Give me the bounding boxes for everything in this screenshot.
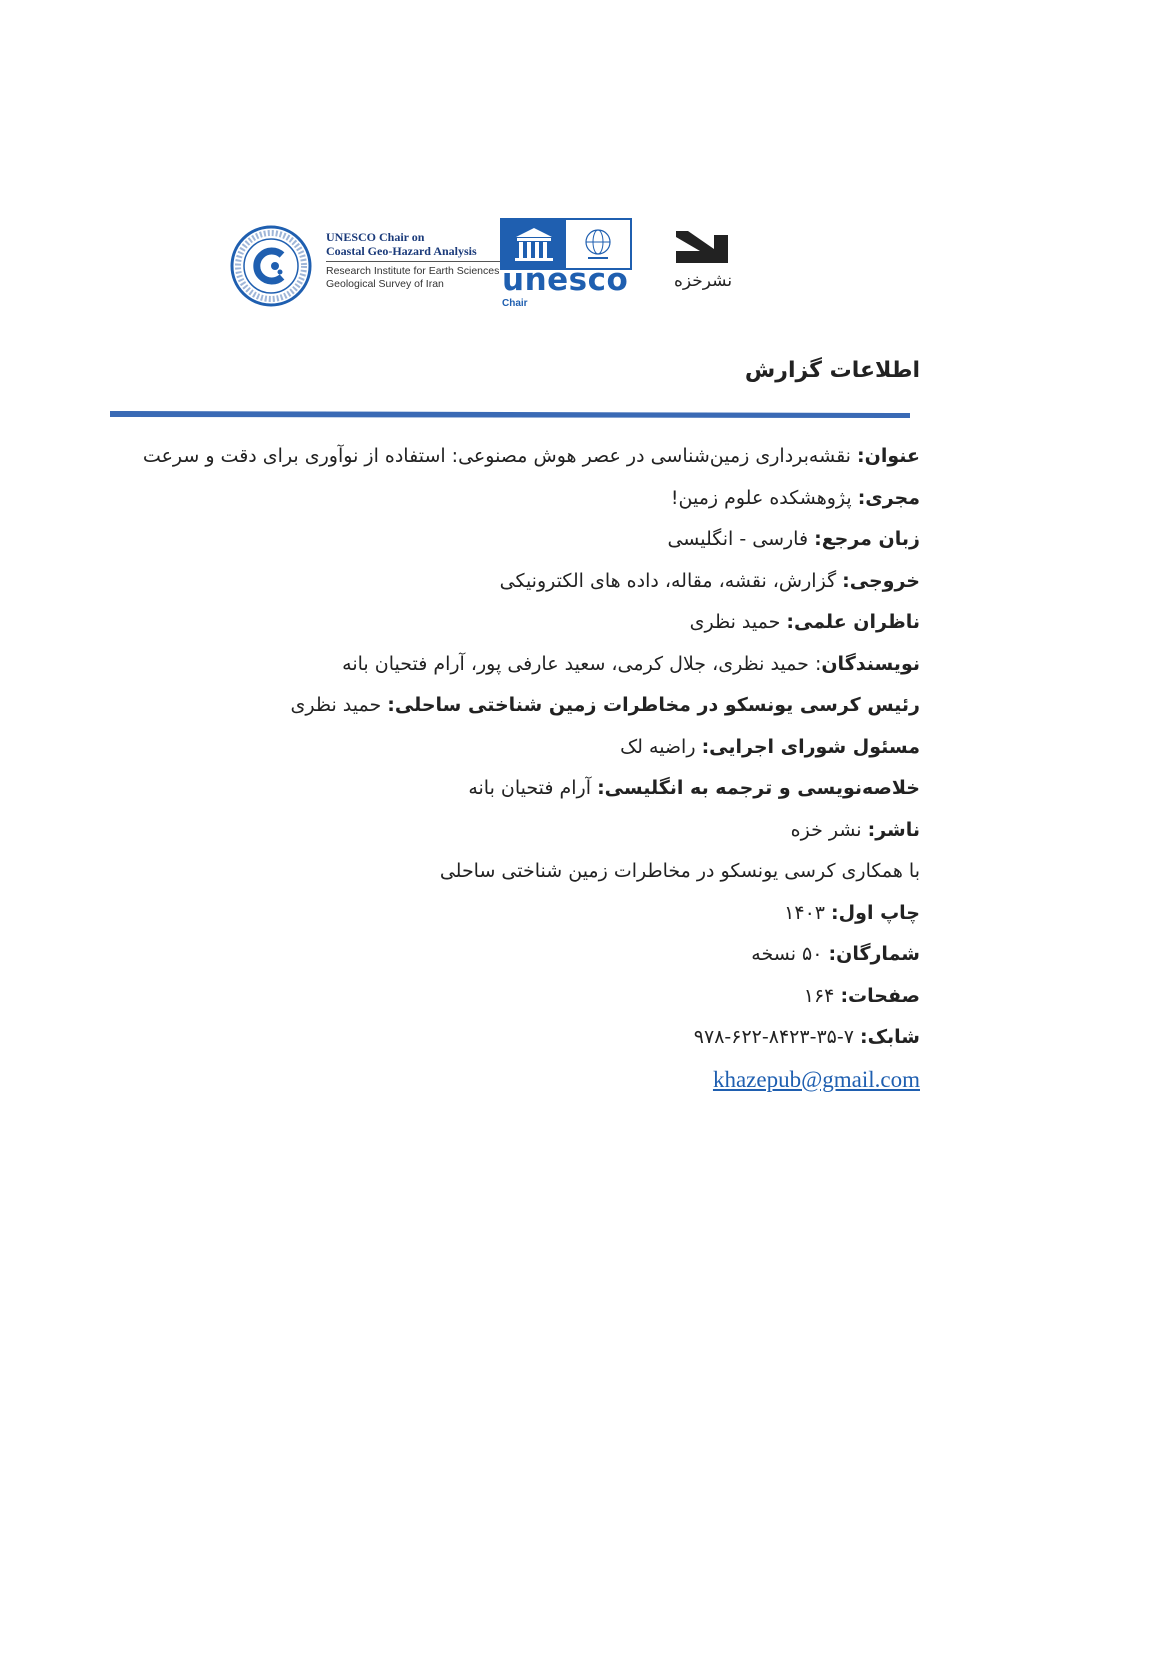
field-value: حمید نظری [290, 694, 388, 716]
unesco-temple-icon [502, 220, 566, 268]
field-label: چاپ اول: [831, 901, 920, 924]
field-value: ۱۶۴ [803, 984, 841, 1007]
field-pages [140, 976, 920, 1018]
field-label: خلاصه‌نویسی و ترجمه به انگلیسی: [597, 777, 920, 799]
field-label: ناظران علمی: [786, 611, 920, 633]
field-chair-head [140, 685, 920, 727]
unesco-chair-label: Chair [502, 298, 528, 309]
unesco-wordmark: unesco [502, 262, 629, 298]
field-value: با همکاری کرسی یونسکو در مخاطرات زمین شناختی ساحلی [439, 860, 920, 882]
field-label: زبان مرجع: [814, 528, 920, 550]
field-edition [140, 893, 920, 935]
field-language [140, 519, 920, 561]
field-label: عنوان: [857, 445, 920, 467]
field-label: ناشر: [867, 818, 920, 841]
field-value: حمید نظری [689, 611, 787, 633]
field-label: مسئول شورای اجرایی: [701, 735, 920, 758]
ries-chair-title: UNESCO Chair on Coastal Geo-Hazard Analysis [326, 230, 477, 258]
report-info [140, 436, 920, 1100]
field-value: نقشه‌برداری زمین‌شناسی در عصر هوش مصنوعی: استفاده از نوآوری برای دقت و سرعت [142, 445, 858, 467]
field-label: رئیس کرسی یونسکو در مخاطرات زمین شناختی ساحلی: [387, 694, 920, 716]
field-value: ۷-۳۵-۸۴۲۳-۶۲۲-۹۷۸ [693, 1026, 860, 1048]
field-label: صفحات: [840, 984, 920, 1007]
publisher-logo-label: نشرخزه [674, 271, 733, 291]
unesco-logo [500, 218, 640, 318]
email-row [140, 1059, 920, 1101]
field-value: گزارش، نقشه، مقاله، داده های الکترونیکی [499, 569, 843, 592]
email-link[interactable]: khazepub@gmail.com [712, 1066, 920, 1092]
ries-subtitle: Research Institute for Earth Sciences Geological Survey of Iran [326, 265, 500, 290]
field-cooperation [140, 851, 920, 893]
field-output [140, 561, 920, 603]
ries-seal-logo [230, 225, 312, 307]
page-title: اطلاعات گزارش [744, 358, 920, 383]
field-value: راضیه لک [620, 735, 702, 758]
field-value: نشر خزه [790, 818, 868, 841]
field-supervisors [140, 602, 920, 644]
field-value: ۱۴۰۳ [784, 901, 832, 924]
unitwin-globe-icon [568, 222, 628, 266]
field-executive [140, 727, 920, 769]
khaze-mark-icon [670, 225, 734, 269]
field-isbn [140, 1017, 920, 1059]
field-value: آرام فتحیان بانه [468, 777, 598, 799]
field-value: ۵۰ نسخه [751, 943, 829, 965]
field-title [140, 436, 920, 478]
field-print-run [140, 934, 920, 976]
field-value: پژوهشکده علوم زمین! [670, 486, 858, 509]
field-publisher [140, 810, 920, 852]
logo-strip [230, 215, 790, 325]
field-label: شابک: [859, 1026, 920, 1048]
publisher-logo [670, 225, 740, 305]
field-authors [140, 644, 920, 686]
field-label: خروجی: [842, 569, 920, 592]
field-executor [140, 478, 920, 520]
field-label: مجری: [857, 486, 920, 509]
field-value: : حمید نظری، جلال کرمی، سعید عارفی پور، آرام فتحیان بانه [342, 652, 822, 675]
field-value: فارسی - انگلیسی [667, 528, 815, 550]
field-label: نویسندگان [821, 652, 920, 675]
field-label: شمارگان: [828, 943, 920, 965]
ries-divider [326, 261, 516, 262]
field-translation [140, 768, 920, 810]
heading-rule [110, 410, 910, 419]
